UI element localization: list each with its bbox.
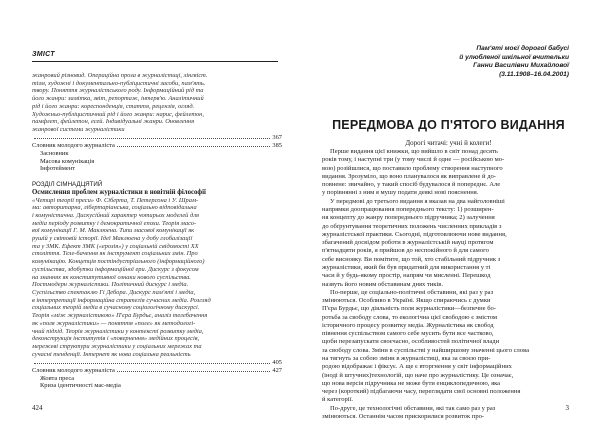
body-line: По-друге, це технологічні обставини, які так само раз у раз bbox=[330, 404, 496, 412]
description-line: та у ЗМК. Ефект ЗМК («ерозія») у соціальній свідомості ХХ bbox=[32, 242, 199, 250]
running-head: ЗМІСТ bbox=[32, 51, 55, 58]
description-line: деконструкція інститутів і «повернення» медійних процесів, bbox=[32, 335, 200, 343]
toc-page-number: 367 bbox=[272, 134, 282, 142]
body-line: збагачений досвідом роботи в журналістській науці протягом bbox=[322, 239, 494, 247]
description-line: Художньо-публіцистичний рід і його жанри: нарис, фейлетон, bbox=[32, 110, 204, 118]
description-line: твору. Поняття журналістського роду. Інформаційний рід та bbox=[32, 87, 204, 95]
dedication-line: (3.11.1908–16.04.2001) bbox=[499, 70, 569, 78]
dot-leader bbox=[34, 138, 270, 139]
body-line: що нова версія підручника не може бути енциклопедичною, яка bbox=[322, 379, 501, 387]
body-line: й категорії. bbox=[322, 396, 354, 404]
toc-sub-item: Масова комунікація bbox=[40, 157, 95, 165]
body-line: щоби перезапускати своєчасно, особливостей політичної влади bbox=[322, 338, 500, 346]
description-line: жанровий різновид. Операційна проза в журналістиці, лінгвіст. bbox=[32, 72, 208, 79]
description-line: і комуністична. Дискусійний характер чотирьох моделей для bbox=[32, 211, 199, 219]
dot-leader bbox=[117, 146, 271, 147]
body-line: П'єра Бурдьє, що діяльність поля журналістики—безпечне бо- bbox=[322, 305, 496, 313]
body-line: п'ятнадцяти років, я прийшов до неспокійного й для самого bbox=[322, 247, 489, 255]
body-line: ня концепту до жанру попереднього підручника; 2) залучення bbox=[322, 214, 495, 222]
toc-page-number: 405 bbox=[272, 358, 282, 366]
body-line: вою) розійшлися, що поставило проблему створення наступного bbox=[322, 164, 503, 172]
dot-leader bbox=[34, 363, 270, 364]
description-line: чний підхід. Теорія журналістики у контексті розвитку медіа, bbox=[32, 327, 204, 335]
dedication-line: Пам'яті моєї дорогої бабусі bbox=[476, 45, 569, 52]
description-line: на знаннях як конститутивної ознаки нового суспільства. bbox=[32, 273, 191, 281]
description-line: комунікацію. Концепція постіндустріального (інформаційного) bbox=[32, 258, 205, 266]
section-description bbox=[32, 197, 282, 359]
body-line: журналістики, який би був придатний для використання у ті bbox=[322, 263, 491, 271]
section-description bbox=[32, 72, 282, 134]
dot-leader bbox=[117, 371, 271, 372]
body-line: По-перше, це соціально-політичні обставини, які раз у раз bbox=[330, 288, 494, 296]
description-line: як «поля журналістики» — поняття «поле» як методологі- bbox=[32, 319, 196, 327]
body-line: видання. Зрозуміло, що воно планувалося як виправлене й до- bbox=[322, 172, 496, 180]
toc-entry-title: Словник молодого журналіста bbox=[32, 367, 115, 375]
description-line: соціальних теорій медіа в сучасному соціологічному дискурсі. bbox=[32, 304, 200, 312]
description-line: жанрової системи журналістики bbox=[32, 125, 125, 133]
body-line: за свободу слова. Зміни в суспільстві у найширшому значенні цього слова bbox=[322, 346, 529, 354]
toc-entry[interactable] bbox=[32, 367, 282, 375]
description-line: його жанри: замітка, звіт, репортаж, інтерв'ю. Аналітичний bbox=[32, 95, 204, 103]
body-line: через (короткий) підбагаючи часу, переглядати свої основні положення bbox=[322, 388, 521, 396]
page-number: 424 bbox=[32, 404, 43, 412]
description-line: сучасні тенденції. Інтернет як нова соціальна реальність bbox=[32, 350, 191, 358]
description-line: памфлет, фейлетон, есей. Індивідуальні жанри. Оновлення bbox=[32, 118, 195, 126]
dedication-line: й улюбленої шкільної вчительки bbox=[459, 53, 569, 61]
body-line: ротьба за свободу слова, то екологічна цієї свободою є змістом bbox=[322, 313, 498, 321]
description-line: Постмодерн журналістики. Політичний дискурс і медіа. bbox=[32, 281, 189, 289]
body-line: напрямки доопрацювання попереднього тексту: 1) розширен- bbox=[322, 205, 494, 213]
header-rule bbox=[32, 61, 278, 62]
description-line: «Четирі теорії преси» Ф. Сіберта, Т. Петерсона і У. Шрам- bbox=[32, 196, 199, 204]
body-line: змінюються. Особливо в Україні. Якщо спираючись с думки bbox=[322, 297, 491, 305]
toc-sub-item: Жовта преса bbox=[40, 374, 75, 382]
body-line: родою відображає і фіксує. А ще є вторгнення у світ інформаційних bbox=[322, 363, 512, 371]
toc-entry[interactable] bbox=[32, 359, 282, 367]
preface-body bbox=[322, 148, 574, 421]
description-line: суспільства, здобутки інформаційної ери. Дискурс з фокусом bbox=[32, 265, 199, 273]
dedication bbox=[339, 45, 569, 79]
table-of-contents bbox=[32, 72, 282, 390]
description-line: в інтерпретації інформаційна стратегія сучасних медіа. Розгляд bbox=[32, 296, 211, 304]
body-line: себе висновку. Ви помітите, що той, хто стабільний підручник з bbox=[322, 255, 501, 263]
description-line: рушій у світовій історії. Ідеї Маклюена у добу глобалізації bbox=[32, 235, 193, 243]
body-line: У передмові до третього видання я вказав на два найголовніші bbox=[330, 197, 505, 205]
body-line: років тому, і наступні три (у тому числі й одне — російською мо- bbox=[322, 156, 505, 164]
toc-page-number: 385 bbox=[272, 142, 282, 150]
body-line: у порівнянні з ним я мушу подати деякі нові пояснення. bbox=[322, 189, 479, 197]
toc-sub-item: Криза ідентичності мас-медіа bbox=[40, 382, 121, 390]
toc-entry[interactable] bbox=[32, 134, 282, 142]
toc-sub-item: Інфотеймент bbox=[40, 165, 75, 173]
body-line: часи й у будь-якому простір, напрям чи мисленні. Перешкод bbox=[322, 272, 491, 280]
page-number: 3 bbox=[565, 404, 569, 412]
description-line: вої комунікації Г. М. Маклюена. Типи масової комунікації як bbox=[32, 227, 195, 235]
description-line: ма: авторитарна, лібертаріанська, соціально відповідальна bbox=[32, 204, 197, 212]
body-line: змінюються. Останнім часом прискорилися розвиток про- bbox=[322, 413, 485, 420]
description-line: Теорія «між журналістикою» П'єра Бурдьє, аналіз телебачення bbox=[32, 312, 208, 320]
body-line: Перше видання цієї книжки, що вийшло в світ понад десять bbox=[330, 148, 498, 155]
body-line: історичного процесу розвитку медіа. Журналістика як свобод bbox=[322, 321, 494, 329]
description-line: століття. Теле-бачення як інструмент соціальних змін. Про bbox=[32, 250, 198, 258]
toc-entry[interactable] bbox=[32, 142, 282, 150]
description-line: мережеві структури журналістики у соціальних мережах та bbox=[32, 342, 202, 350]
description-line: Суспільство спектаклю Гі Дебора. Дискурс пам'яті і медіа, bbox=[32, 288, 196, 296]
chapter-title: Осмислення проблем журналістики в новітній філософії bbox=[32, 188, 206, 196]
description-line: рід і його жанри: кореспонденція, стаття, рецензія, огляд. bbox=[32, 102, 195, 110]
body-line: півнення суспільством самого себе мусить бути все частково, bbox=[322, 330, 494, 338]
body-line: на тягнуть за собою зміни в журналістиці, яка за своєю при- bbox=[322, 355, 491, 363]
preface-title: ПЕРЕДМОВА ДО П'ЯТОГО ВИДАННЯ bbox=[332, 118, 565, 132]
description-line: тізм, художні і документально-публіцистичні засоби, пам'ять. bbox=[32, 79, 206, 87]
body-line: назвуть його новим обставинам днях тиків. bbox=[322, 280, 443, 288]
body-line: до обґрунтування теоретичних положень численних прикладів з bbox=[322, 222, 502, 230]
toc-page-number: 427 bbox=[272, 367, 282, 375]
salutation: Дорогі читачі: учні й колеги! bbox=[405, 139, 492, 147]
description-line: медіа періоду розвитку і демократичної епохи. Теорія масо- bbox=[32, 219, 197, 227]
dedication-line: Ганни Василівни Михайлової bbox=[473, 62, 569, 69]
chapter-label: РОЗДІЛ СІМНАДЦЯТИЙ bbox=[32, 181, 103, 189]
toc-entry-title: Словник молодого журналіста bbox=[32, 142, 115, 150]
body-line: журналістської практики. Сьогодні, підготовлюючи нове видання, bbox=[322, 230, 507, 238]
body-line: (іноді й штучних)технологій, що наче про журналістику. Це означає, bbox=[322, 371, 514, 379]
toc-sub-item: Засновник bbox=[40, 150, 69, 158]
body-line: повнене: звичайно, у такий спосіб будувалося й попереднє. Але bbox=[322, 181, 501, 189]
